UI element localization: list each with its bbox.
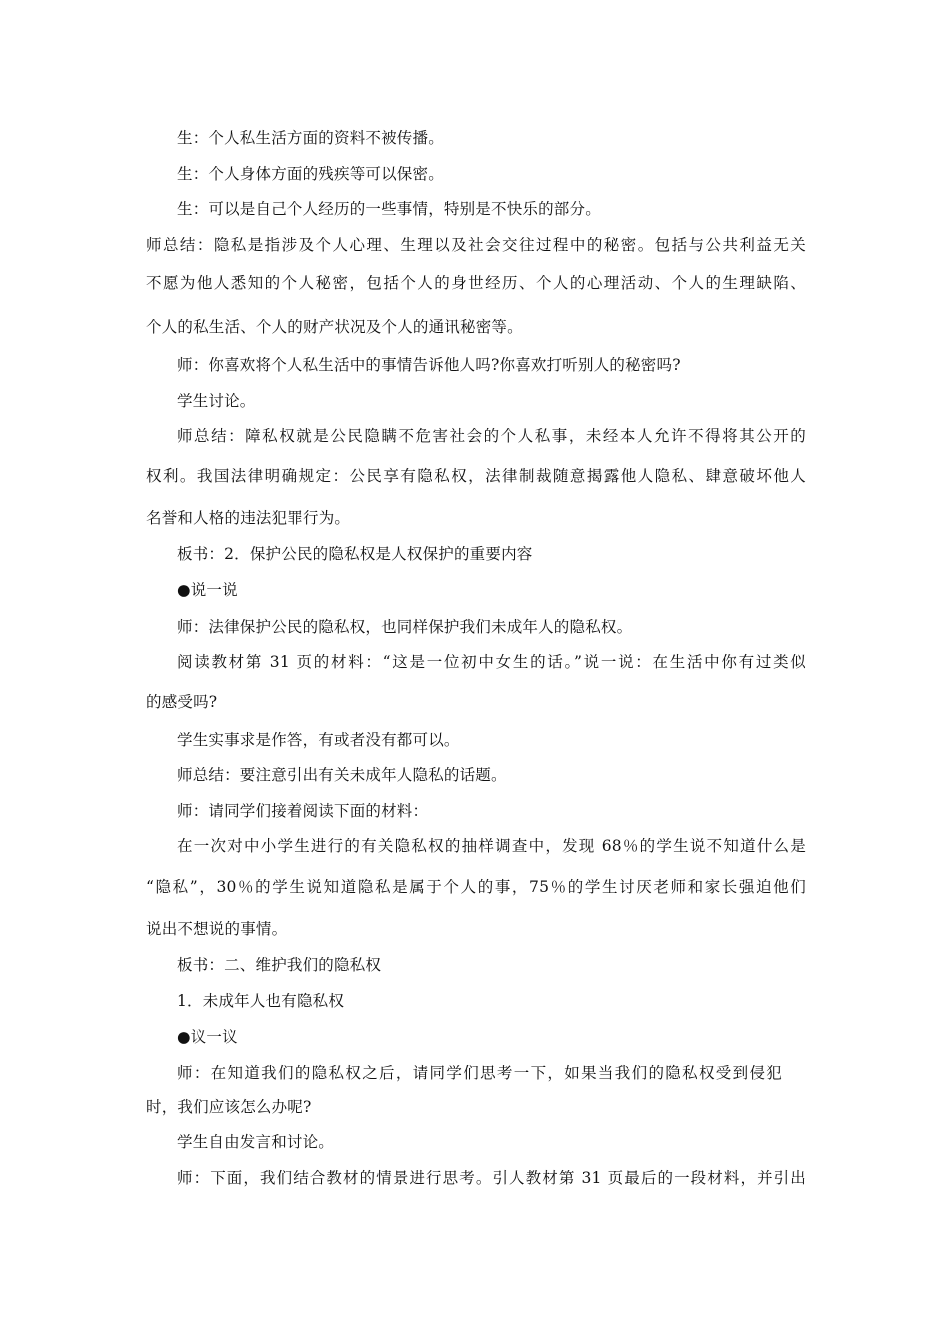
text-line: “隐私”，30％的学生说知道隐私是属于个人的事，75％的学生讨厌老师和家长强迫他们 <box>146 878 806 896</box>
text-line: 师：在知道我们的隐私权之后，请同学们思考一下，如果当我们的隐私权受到侵犯 <box>177 1064 782 1082</box>
text-line: 阅读教材第 31 页的材料：“这是一位初中女生的话。”说一说：在生活中你有过类似 <box>177 653 806 671</box>
text-line: 时，我们应该怎么办呢? <box>146 1098 312 1116</box>
text-line: 师：法律保护公民的隐私权，也同样保护我们未成年人的隐私权。 <box>177 618 633 636</box>
text-line: 不愿为他人悉知的个人秘密，包括个人的身世经历、个人的心理活动、个人的生理缺陷、 <box>146 274 806 292</box>
board-heading: 板书：2．保护公民的隐私权是人权保护的重要内容 <box>177 545 533 563</box>
text-line: 个人的私生活、个人的财产状况及个人的通讯秘密等。 <box>146 318 523 336</box>
text-line: 学生讨论。 <box>177 392 256 410</box>
text-line: 师：请同学们接着阅读下面的材料： <box>177 802 429 820</box>
text-line: 的感受吗? <box>146 693 218 711</box>
text-line: 在一次对中小学生进行的有关隐私权的抽样调查中，发现 68％的学生说不知道什么是 <box>177 837 806 855</box>
section-bullet: ●说一说 <box>177 581 238 599</box>
text-line: 生：个人身体方面的残疾等可以保密。 <box>177 165 444 183</box>
text-line: 师：你喜欢将个人私生活中的事情告诉他人吗?你喜欢打听别人的秘密吗? <box>177 356 681 374</box>
text-line: 学生实事求是作答，有或者没有都可以。 <box>177 731 460 749</box>
text-line: 权利。我国法律明确规定：公民享有隐私权，法律制裁随意揭露他人隐私、肆意破坏他人 <box>146 467 806 485</box>
text-line: 名誉和人格的违法犯罪行为。 <box>146 509 351 527</box>
text-line: 学生自由发言和讨论。 <box>177 1133 335 1151</box>
text-line: 说出不想说的事情。 <box>146 920 288 938</box>
text-line: 师总结：隐私是指涉及个人心理、生理以及社会交往过程中的秘密。包括与公共利益无关 <box>146 236 806 254</box>
text-line: 生：可以是自己个人经历的一些事情，特别是不快乐的部分。 <box>177 200 601 218</box>
text-line: 师总结：要注意引出有关未成年人隐私的话题。 <box>177 766 507 784</box>
text-line: 师：下面，我们结合教材的情景进行思考。引人教材第 31 页最后的一段材料，并引出 <box>177 1169 806 1187</box>
text-line: 师总结：障私权就是公民隐瞒不危害社会的个人私事，未经本人允许不得将其公开的 <box>177 427 806 445</box>
board-heading: 1．未成年人也有隐私权 <box>177 992 345 1010</box>
section-bullet: ●议一议 <box>177 1028 238 1046</box>
text-line: 生：个人私生活方面的资料不被传播。 <box>177 129 444 147</box>
board-heading: 板书：二、维护我们的隐私权 <box>177 956 382 974</box>
